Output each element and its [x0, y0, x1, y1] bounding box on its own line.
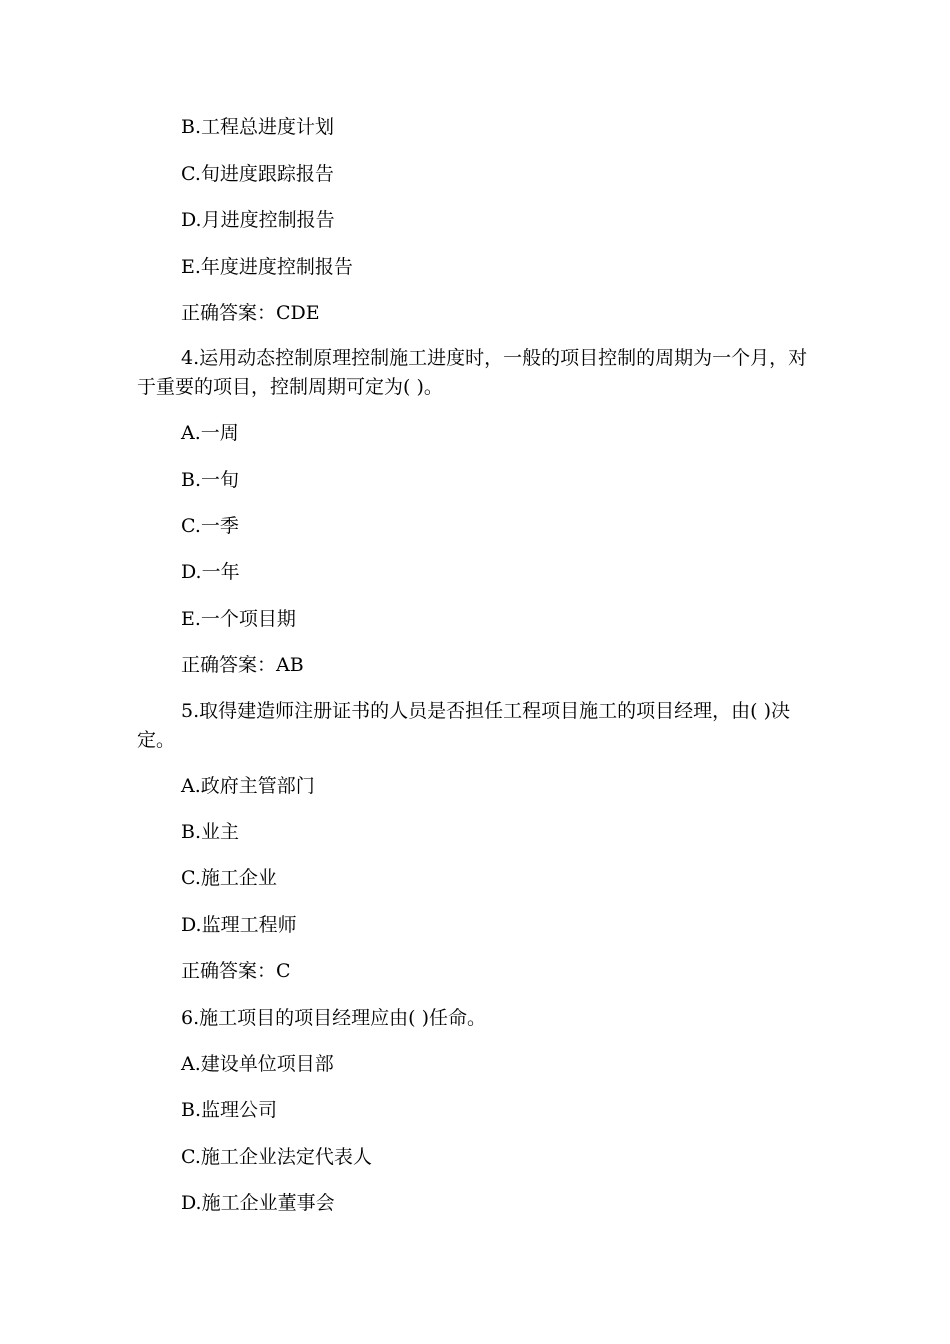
q3-option-e: E.年度进度控制报告 [181, 256, 353, 278]
q4-option-c: C.一季 [181, 515, 239, 537]
q4-question: 4.运用动态控制原理控制施工进度时，一般的项目控制的周期为一个月，对于重要的项目，控制周期可定为( )。 [137, 347, 808, 398]
q5-option-b: B.业主 [181, 821, 240, 843]
q3-answer: 正确答案：CDE [181, 302, 320, 324]
q4-option-d: D.一年 [181, 561, 240, 583]
q5-option-a: A.政府主管部门 [181, 775, 315, 797]
q4-option-e: E.一个项目期 [181, 608, 296, 630]
q4-option-a: A.一周 [181, 422, 239, 444]
q3-option-b: B.工程总进度计划 [181, 116, 335, 138]
q3-option-d: D.月进度控制报告 [181, 209, 335, 231]
q5-answer: 正确答案：C [181, 960, 291, 982]
q6-option-b: B.监理公司 [181, 1099, 278, 1121]
q5-option-c: C.施工企业 [181, 867, 277, 889]
q6-option-d: D.施工企业董事会 [181, 1192, 335, 1214]
q5-option-d: D.监理工程师 [181, 914, 297, 936]
q6-option-c: C.施工企业法定代表人 [181, 1146, 372, 1168]
q5-question: 5.取得建造师注册证书的人员是否担任工程项目施工的项目经理，由( )决定。 [137, 700, 790, 751]
q6-question: 6.施工项目的项目经理应由( )任命。 [181, 1007, 486, 1029]
q4-answer: 正确答案：AB [181, 654, 304, 676]
q6-option-a: A.建设单位项目部 [181, 1053, 334, 1075]
q4-option-b: B.一旬 [181, 469, 240, 491]
q3-option-c: C.旬进度跟踪报告 [181, 163, 334, 185]
